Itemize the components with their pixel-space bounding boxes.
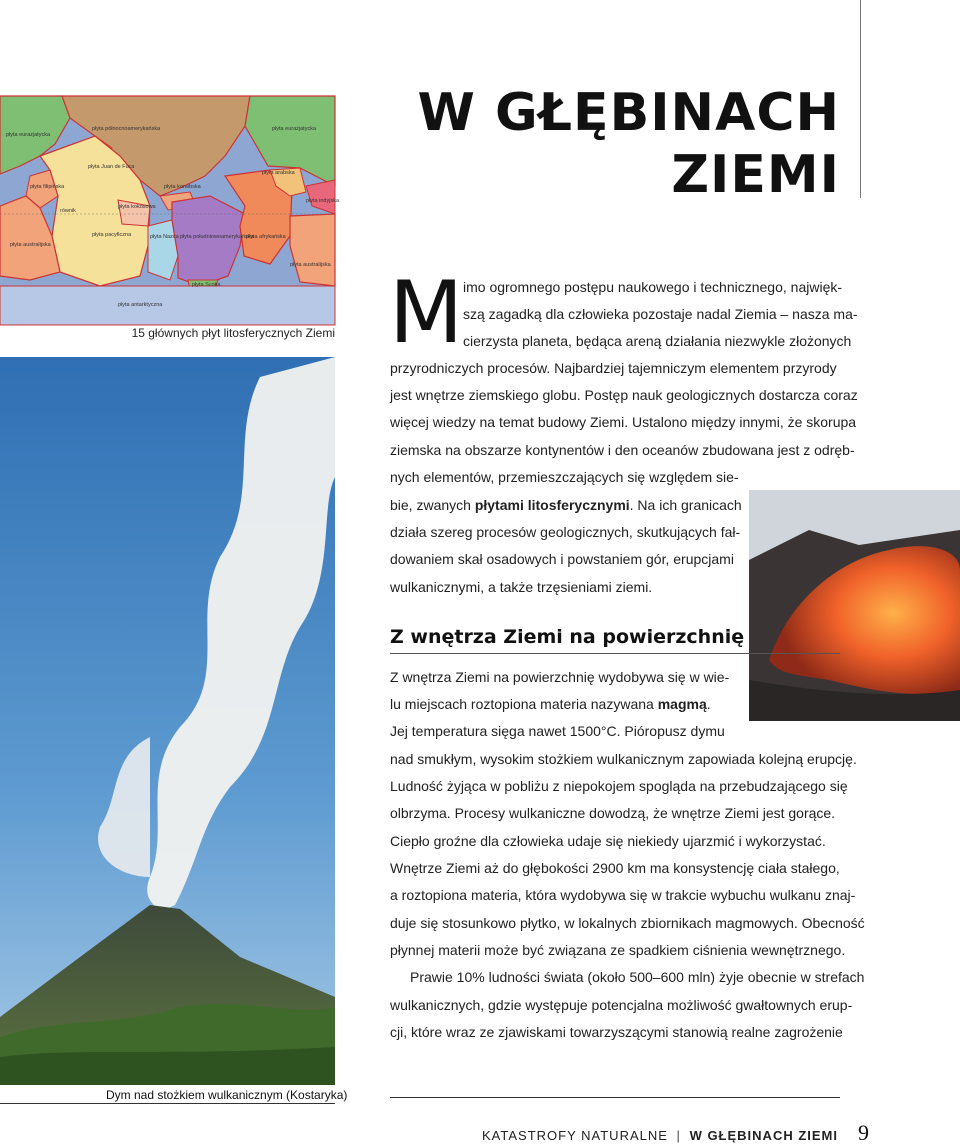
intro-line: działa szereg procesów geologicznych, skutkujących fał- — [390, 524, 741, 540]
map-label-arabska: płyta arabska — [262, 170, 295, 176]
footer-separator: | — [676, 1128, 681, 1143]
section-line: a roztopiona materia, która wydobywa się w trakcie wybuchu wulkanu znaj- — [390, 887, 856, 903]
section-line: nad smukłym, wysokim stożkiem wulkanicznym zapowiada kolejną erupcję. — [390, 751, 857, 767]
page-number: 9 — [858, 1120, 869, 1145]
section-line: wulkanicznych, gdzie występuje potencjalna możliwość gwałtownych erup- — [390, 997, 853, 1013]
section-line: Prawie 10% ludności świata (około 500–600 mln) żyje obecnie w strefach — [410, 969, 865, 985]
intro-line: przyrodniczych procesów. Najbardziej tajemniczym elementem przyrody — [390, 360, 837, 376]
footer-book-title: KATASTROFY NATURALNE — [482, 1128, 668, 1143]
map-label-scotia: płyta Scotia — [192, 282, 221, 288]
map-label-rownik: równik — [60, 208, 76, 214]
intro-line: cierzysta planeta, będąca areną działania niezwykle złożonych — [463, 333, 852, 349]
lava-photo — [749, 490, 960, 721]
page-title — [418, 82, 840, 206]
map-label-juan-de-fuca: płyta Juan de Fuca — [88, 164, 135, 170]
intro-text: bie, zwanych — [390, 497, 475, 513]
map-label-filipinska: płyta filipińska — [30, 184, 65, 190]
section-line — [390, 695, 711, 713]
map-label-polnocnoamerykanska: płyta północnoamerykańska — [92, 126, 161, 132]
map-label-kokosowa: płyta kokosowa — [118, 204, 156, 210]
map-label-indyjska: płyta indyjska — [306, 198, 340, 204]
intro-line: imo ogromnego postępu naukowego i technicznego, najwięk- — [463, 279, 843, 295]
section-text: . — [706, 696, 711, 712]
section-text: lu miejscach roztopiona materia nazywana — [390, 696, 658, 712]
drop-cap: M — [389, 263, 464, 363]
intro-line: dowaniem skał osadowych i powstaniem gór, erupcjami — [390, 551, 734, 567]
caption-rule — [0, 1103, 335, 1104]
title-line-2: ZIEMI — [671, 145, 840, 205]
title-line-1: W GŁĘBINACH — [417, 83, 840, 143]
section-line: Z wnętrza Ziemi na powierzchnię wydobywa się w wie- — [390, 669, 730, 685]
map-label-eurazjatycka-right: płyta eurazjatycka — [272, 126, 317, 132]
intro-line: więcej wiedzy na temat budowy Ziemi. Ustalono między innymi, że skorupa — [390, 414, 857, 430]
section-line: Ludność żyjąca w pobliżu z niepokojem spogląda na przebudzającego się — [390, 778, 848, 794]
section-line: cji, które wraz ze zjawiskami towarzyszącymi stanowią realne zagrożenie — [390, 1024, 843, 1040]
intro-line: ziemska na obszarze kontynentów i den oceanów zbudowana jest z odręb- — [390, 442, 855, 458]
map-label-poludniowoamerykanska: płyta południowoamerykańska — [180, 234, 254, 240]
intro-line: szą zagadką dla człowieka pozostaje nadal Ziemia – nasza ma- — [463, 306, 858, 322]
map-label-pacyficzna: płyta pacyficzna — [92, 232, 132, 238]
intro-line — [390, 496, 742, 514]
top-vertical-rule — [860, 0, 861, 198]
footer-rule — [390, 1097, 840, 1098]
section-line: płynnej materii może być związana ze spadkiem ciśnienia wewnętrznego. — [390, 942, 846, 958]
map-label-afrykanska: płyta afrykańska — [246, 234, 286, 240]
section-line: olbrzyma. Procesy wulkaniczne dowodzą, że wnętrze Ziemi jest gorące. — [390, 805, 836, 821]
section-heading-rule — [390, 653, 840, 654]
section-heading: Z wnętrza Ziemi na powierzchnię — [390, 626, 745, 648]
term-magma: magmą — [657, 696, 707, 712]
intro-line: nych elementów, przemieszczających się względem sie- — [390, 469, 739, 485]
intro-text: . Na ich granicach — [629, 497, 742, 513]
map-label-karaibska: płyta karaibska — [164, 184, 201, 190]
map-label-antarktyczna: płyta antarktyczna — [118, 302, 163, 308]
section-line: Wnętrze Ziemi aż do głębokości 2900 km ma konsystencję ciała stałego, — [390, 860, 840, 876]
running-footer — [482, 1128, 838, 1143]
section-line: duje się stosunkowo płytko, w lokalnych zbiornikach magmowych. Obecność — [390, 915, 865, 931]
volcano-photo — [0, 357, 335, 1085]
footer-chapter-title: W GŁĘBINACH ZIEMI — [689, 1128, 838, 1143]
section-line: Jej temperatura sięga nawet 1500°C. Pióropusz dymu — [390, 723, 725, 739]
map-label-nazca: płyta Nazca — [150, 234, 179, 240]
volcano-caption: Dym nad stożkiem wulkanicznym (Kostaryka) — [106, 1088, 348, 1102]
section-line: Ciepło groźne dla człowieka udaje się niekiedy ujarzmić i wykorzystać. — [390, 833, 826, 849]
tectonic-plates-map — [0, 96, 340, 325]
map-label-australijska-left: płyta australijska — [10, 242, 51, 248]
map-caption: 15 głównych płyt litosferycznych Ziemi — [131, 326, 335, 340]
map-label-australijska-right: płyta australijska — [290, 262, 331, 268]
term-plyty-litosferyczne: płytami litosferycznymi — [474, 497, 630, 513]
intro-line: jest wnętrze ziemskiego globu. Postęp nauk geologicznych dostarcza coraz — [390, 387, 858, 403]
map-label-eurazjatycka-left: płyta eurazjatycka — [6, 132, 51, 138]
intro-line: wulkanicznymi, a także trzęsieniami ziemi. — [390, 579, 653, 595]
